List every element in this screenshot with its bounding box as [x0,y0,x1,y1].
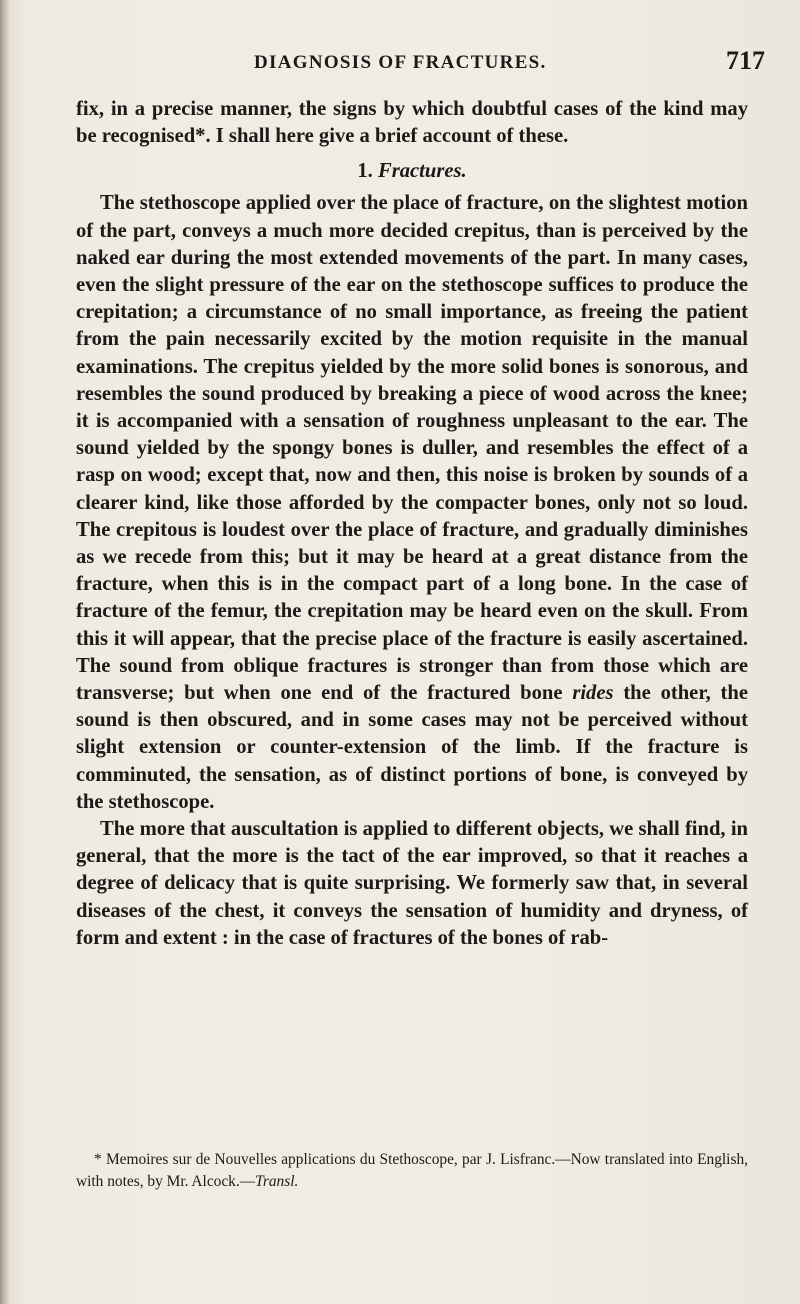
paragraph-text: The stethoscope applied over the place of fracture, on the slightest motion of the part, conveys a much more decided crepitus, than is perceived by the naked ear during the most extended movements of the part. In many cases, even the slight pressure of the ear on the stethoscope suffices to produce the crepitation; a circumstance of no small importance, as freeing the patient from the pain necessarily excited by the motion requisite in the manual examinations. The crepitus yielded by the more solid bones is sonorous, and resembles the sound produced by breaking a piece of wood across the knee; it is accompanied with a sensation of roughness unpleasant to the ear. The sound yielded by the spongy bones is duller, and resembles the effect of a rasp on wood; except that, now and then, this noise is broken by sounds of a clearer kind, like those afforded by the compacter bones, only not so loud. The crepitous is loudest over the place of fracture, and gradually diminishes as we recede from this; but it may be heard at a great distance from the fracture, when this is in the compact part of a long bone. In the case of fracture of the femur, the crepitation may be heard even on the skull. From this it will appear, that the precise place of the fracture is easily ascertained. The sound from oblique fractures is stronger than from those which are transverse; but when one end of the fractured bone [76,192,748,705]
paragraph-auscultation: The more that auscultation is applied to different objects, we shall find, in general, that the more is the tact of the ear improved, so that it reaches a degree of delicacy that is quite surprising. We formerly saw that, in several diseases of the chest, it conveys the sensation of humidity and dryness, of form and extent : in the case of fractures of the bones of rab- [76,818,748,949]
footnote [76,1149,748,1193]
footnote-text: * Memoires sur de Nouvelles applications du Stethoscope, par J. Lisfranc.—Now translated into English, with notes, by Mr. Alcock.— [76,1151,748,1190]
section-number: 1. [357,160,373,183]
intro-paragraph: fix, in a precise manner, the signs by which doubtful cases of the kind may be recognised*. I shall here give a brief account of these. [76,98,748,148]
page-binding-edge [0,0,9,1304]
paragraph-fractures [76,190,748,816]
paragraph-text: the other, the sound is then obscured, and in some cases may not be perceived without slight extension or counter-extension of the limb. If the fracture is comminuted, the sensation, as of distinct portions of bone, is conveyed by the stethoscope. [76,682,748,813]
section-heading [76,158,748,185]
emphasis-word: rides [572,682,614,705]
running-head: DIAGNOSIS OF FRACTURES. [254,52,547,73]
main-text-block [76,96,748,952]
section-title: Fractures. [377,160,467,183]
footnote-attribution: Transl. [255,1173,299,1190]
page-number: 717 [726,46,765,75]
